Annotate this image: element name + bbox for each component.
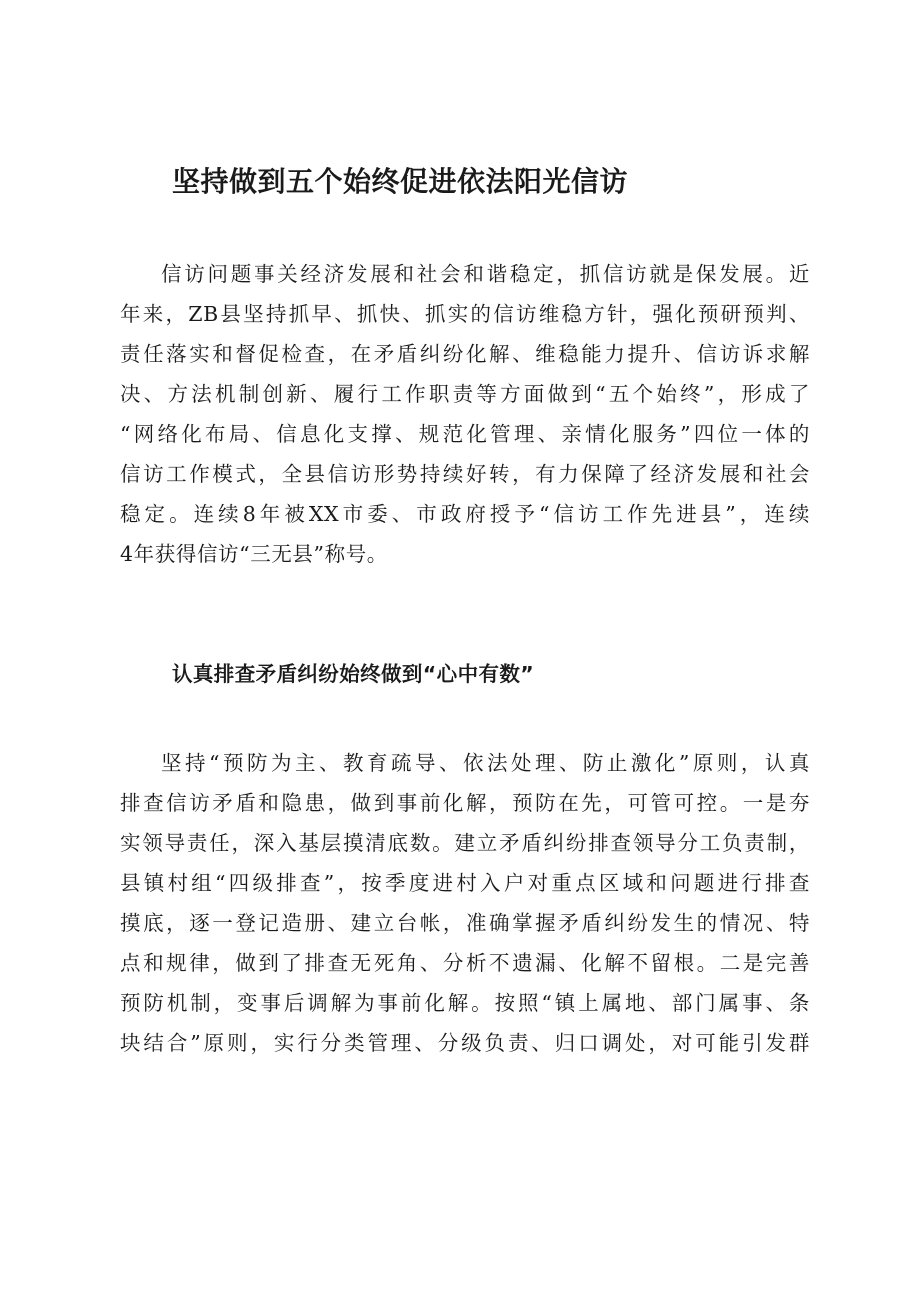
document-title: 坚持做到五个始终促进依法阳光信访 <box>172 165 629 198</box>
section-line: 排查信访矛盾和隐患，做到事前化解，预防在先，可管可控。一是夯 <box>120 791 810 815</box>
intro-paragraph <box>120 254 810 574</box>
intro-line: 信访问题事关经济发展和社会和谐稳定，抓信访就是保发展。近 <box>161 262 810 286</box>
intro-line: 稳定。连续8年被XX市委、市政府授予“信访工作先进县”，连续 <box>120 502 810 526</box>
section-heading: 认真排查矛盾纠纷始终做到“心中有数” <box>172 662 535 686</box>
intro-line: 信访工作模式，全县信访形势持续好转，有力保障了经济发展和社会 <box>120 462 810 486</box>
intro-line: “网络化布局、信息化支撑、规范化管理、亲情化服务”四位一体的 <box>120 422 810 446</box>
intro-line: 责任落实和督促检查，在矛盾纠纷化解、维稳能力提升、信访诉求解 <box>120 342 810 366</box>
section-line: 坚持“预防为主、教育疏导、依法处理、防止激化”原则，认真 <box>161 751 810 775</box>
intro-line: 4年获得信访“三无县”称号。 <box>120 542 388 566</box>
section-line: 实领导责任，深入基层摸清底数。建立矛盾纠纷排查领导分工负责制， <box>120 831 810 855</box>
section-line: 点和规律，做到了排查无死角、分析不遗漏、化解不留根。二是完善 <box>120 951 810 975</box>
section-line: 预防机制，变事后调解为事前化解。按照“镇上属地、部门属事、条 <box>120 991 810 1015</box>
intro-line: 决、方法机制创新、履行工作职责等方面做到“五个始终”，形成了 <box>120 382 810 406</box>
section-paragraph <box>120 743 810 1063</box>
section-line: 摸底，逐一登记造册、建立台帐，准确掌握矛盾纠纷发生的情况、特 <box>120 911 810 935</box>
intro-line: 年来，ZB县坚持抓早、抓快、抓实的信访维稳方针，强化预研预判、 <box>120 302 810 326</box>
section-line: 块结合”原则，实行分类管理、分级负责、归口调处，对可能引发群 <box>120 1031 810 1055</box>
section-line: 县镇村组“四级排查”，按季度进村入户对重点区域和问题进行排查 <box>120 871 810 895</box>
